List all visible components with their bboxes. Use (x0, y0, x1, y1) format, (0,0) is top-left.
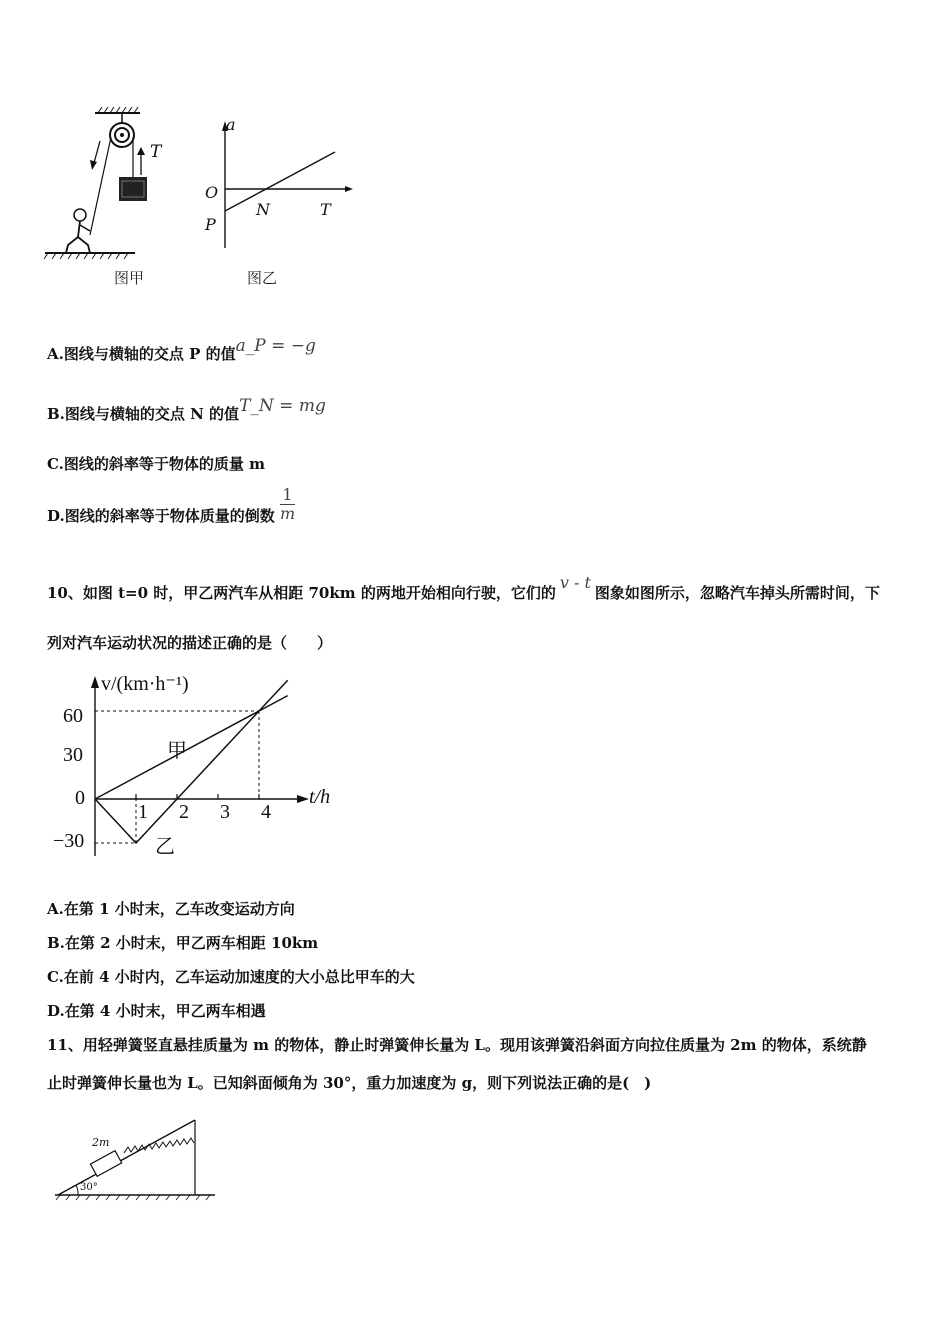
vt-chart-svg (45, 668, 355, 868)
q9-option-b-text: B.图线与横轴的交点 N 的值 (47, 405, 240, 423)
y-axis-arrow (91, 676, 99, 688)
q10-option-d: D.在第 4 小时末，甲乙两车相遇 (47, 1002, 266, 1020)
fig-jia-caption: 图甲 (114, 269, 145, 287)
figure-yi (195, 115, 365, 290)
xtick-3: 3 (220, 801, 230, 823)
incline-spring-diagram (50, 1115, 220, 1205)
q10-line-1b: 图象如图所示，忽略汽车掉头所需时间，下 (594, 584, 880, 602)
q9-option-a-text: A.图线与横轴的交点 P 的值 (47, 345, 236, 363)
fraction-numerator: 1 (280, 486, 295, 505)
fraction-denominator: m (279, 504, 296, 523)
q11-line-2: 止时弹簧伸长量也为 L。已知斜面倾角为 30°，重力加速度为 g，则下列说法正确的是( ) (47, 1074, 652, 1092)
q11-line-1: 11、用轻弹簧竖直悬挂质量为 m 的物体，静止时弹簧伸长量为 L。现用该弹簧沿斜面方向拉住质量为 2m 的物体，系统静 (47, 1036, 867, 1054)
q9-option-d-text: D.图线的斜率等于物体质量的倒数 (47, 506, 275, 525)
axis-t-label: T (320, 200, 331, 219)
q9-option-b (47, 396, 326, 424)
q9-option-d (47, 486, 295, 523)
q10-vt-formula: v - t (559, 573, 591, 592)
origin-label: O (205, 183, 219, 202)
incline-angle-label: 30° (80, 1182, 98, 1193)
xtick-1: 1 (138, 801, 148, 823)
incline-mass-label: 2m (92, 1136, 110, 1149)
xtick-4: 4 (261, 801, 271, 823)
ytick-neg30: −30 (53, 830, 85, 852)
vt-ylabel: v/(km·h⁻¹) (101, 673, 189, 695)
q9-option-c (47, 453, 265, 474)
ytick-0: 0 (75, 787, 85, 809)
vt-chart (45, 668, 355, 868)
ytick-60: 60 (63, 705, 83, 727)
figure-jia (40, 105, 180, 290)
point-n-label: N (256, 200, 270, 219)
q10-option-b: B.在第 2 小时末，甲乙两车相距 10km (47, 934, 319, 952)
a-t-graph (195, 115, 365, 290)
vt-xlabel: t/h (309, 786, 331, 808)
q10-line-1 (47, 573, 880, 602)
q10-option-c: C.在前 4 小时内，乙车运动加速度的大小总比甲车的大 (47, 968, 415, 986)
q9-option-d-fraction (280, 486, 295, 523)
incline-figure (50, 1115, 220, 1205)
q9-option-b-formula: T_N = mg (239, 396, 326, 416)
q10-option-a: A.在第 1 小时末，乙车改变运动方向 (47, 900, 295, 918)
fig-yi-caption: 图乙 (247, 269, 278, 287)
ytick-30: 30 (63, 744, 83, 766)
q10-line-2: 列对汽车运动状况的描述正确的是（ ） (47, 634, 333, 652)
xtick-2: 2 (179, 801, 189, 823)
pulley-person-diagram (40, 105, 180, 290)
series-label-jia: 甲 (167, 738, 187, 762)
q9-option-c-text: C.图线的斜率等于物体的质量 m (47, 455, 265, 473)
axis-a-label: a (226, 115, 236, 134)
series-label-yi: 乙 (155, 834, 175, 858)
x-axis-arrow (297, 795, 309, 803)
q9-option-a (47, 336, 316, 364)
tension-label: T (150, 142, 162, 162)
q9-option-a-formula: a_P = −g (235, 336, 316, 356)
q10-line-1a: 10、如图 t=0 时，甲乙两汽车从相距 70km 的两地开始相向行驶，它们的 (47, 584, 556, 602)
point-p-label: P (205, 215, 216, 234)
